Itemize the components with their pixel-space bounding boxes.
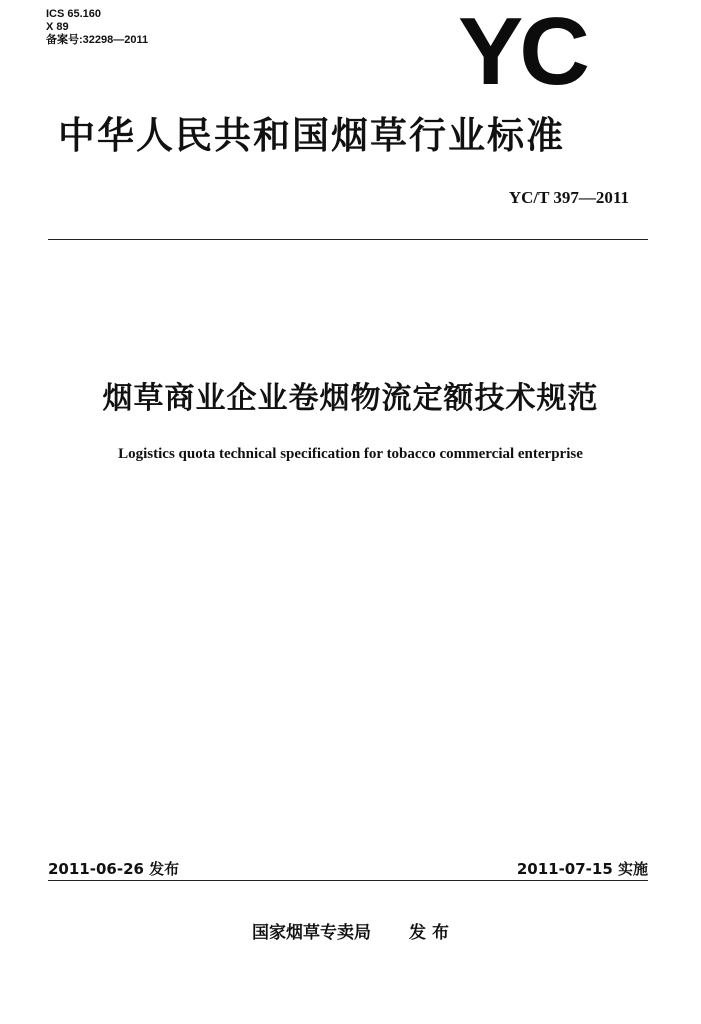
publish-label: 发 布 bbox=[409, 923, 449, 943]
classification-code: X 89 bbox=[46, 21, 69, 33]
standard-number: YC/T 397—2011 bbox=[508, 188, 629, 207]
issue-date: 2011-06-26 发布 bbox=[48, 860, 180, 878]
publisher-line bbox=[0, 918, 701, 943]
ics-code: ICS 65.160 bbox=[46, 8, 102, 20]
document-title-english: Logistics quota technical specification for tobacco commercial enterprise bbox=[118, 446, 583, 462]
classification-block bbox=[46, 8, 148, 47]
yc-logo: YC bbox=[458, 0, 586, 105]
organization-standard-title: 中华人民共和国烟草行业标准 bbox=[58, 114, 565, 157]
filing-number: 备案号:32298—2011 bbox=[46, 34, 149, 46]
document-title: 烟草商业企业卷烟物流定额技术规范 bbox=[102, 381, 599, 416]
top-divider bbox=[48, 239, 648, 240]
publisher-name: 国家烟草专卖局 bbox=[252, 923, 372, 943]
bottom-divider bbox=[48, 880, 648, 881]
implement-date: 2011-07-15 实施 bbox=[516, 860, 648, 878]
